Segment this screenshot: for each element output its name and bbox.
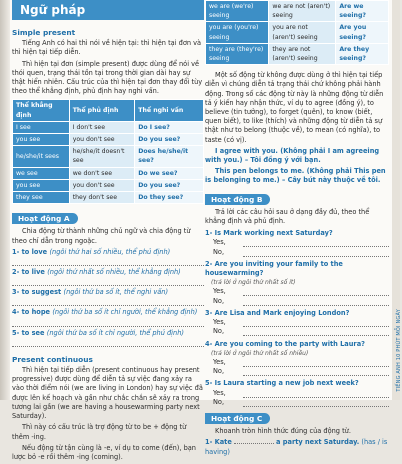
- answer-no: [205, 398, 389, 407]
- table-cell: Do you see?: [135, 179, 204, 191]
- intro-paragraph-1: Tiếng Anh có hai thì nói về hiện tại: thì hiện tại đơn và thì hiện tại tiếp diễn.: [12, 39, 202, 57]
- section-title: Ngữ pháp: [12, 0, 204, 20]
- answer-line[interactable]: [243, 318, 389, 327]
- no-label: No,: [213, 327, 225, 336]
- table-row: [13, 167, 204, 179]
- table-cell: you are (you're) seeing: [206, 22, 269, 43]
- no-label: No,: [213, 247, 225, 256]
- item-label: 2- to live: [12, 268, 45, 277]
- table-cell: they are not (aren't) seeing: [269, 43, 336, 64]
- answer-yes: [205, 389, 389, 398]
- intro-paragraph-2: Thì hiện tại đơn (simple present) được dùng để nói về thói quen, trạng thái tồn tại trong thời gian dài hay sự thật hiển nhiên. Cấu trúc của thì hiện tại đơn thay đổi tùy theo thể khẳng định, phủ định hay nghi vấn.: [12, 59, 203, 96]
- answer-line[interactable]: [234, 443, 274, 444]
- table-row: [13, 146, 204, 167]
- activity-b-question-4: [205, 340, 389, 377]
- activity-a-item-3: [12, 288, 204, 297]
- item-hint: (ngôi thứ nhất số nhiều, thể khẳng định): [47, 268, 181, 277]
- col-header-affirmative: Thể khẳng định: [13, 100, 70, 121]
- answer-line[interactable]: [243, 358, 389, 367]
- table-cell: I don't see: [69, 121, 135, 133]
- table-row: [206, 22, 389, 43]
- activity-b-question-3: [205, 309, 389, 337]
- answer-yes: [205, 358, 389, 367]
- question-text: 4- Are you coming to the party with Laura?: [205, 339, 365, 348]
- table-row: [13, 121, 204, 133]
- table-cell: he/she/it doesn't see: [69, 146, 135, 167]
- yes-label: Yes,: [213, 238, 226, 247]
- pc-paragraph-3: Nếu động từ tận cùng là -e, ví dụ to come (đến), bạn lược bỏ -e rồi thêm -ing (coming).: [12, 443, 196, 461]
- no-label: No,: [213, 296, 225, 305]
- example-2: This pen belongs to me. (Không phải This pen is belonging to me.) – Cây bút này thuộc về tôi.: [205, 167, 386, 185]
- activity-a-item-2: [12, 268, 204, 277]
- answer-line[interactable]: [243, 297, 389, 306]
- table-cell: they are (they're) seeing: [206, 43, 269, 64]
- answer-yes: [205, 238, 389, 247]
- item-hint: (ngôi thứ ba số ít chỉ người, thể phủ định): [46, 328, 184, 337]
- table-cell: you don't see: [69, 134, 135, 146]
- item-label: 3- to suggest: [12, 288, 62, 297]
- table-row: [206, 1, 389, 22]
- question-text: 2- Are you inviting your family to the housewarming?: [205, 259, 343, 278]
- question-hint: (trả lời ở ngôi thứ nhất số nhiều): [211, 349, 309, 357]
- table-cell: Do you see?: [135, 134, 204, 146]
- answer-no: [205, 297, 389, 306]
- answer-line[interactable]: [12, 338, 204, 347]
- table-cell: Do they see?: [135, 192, 204, 204]
- answer-line[interactable]: [243, 367, 389, 376]
- activity-c-item-1: [205, 438, 389, 456]
- activity-b-question-5: [205, 379, 389, 407]
- answer-line[interactable]: [243, 389, 389, 398]
- yes-label: Yes,: [213, 318, 226, 327]
- table-cell: you see: [13, 179, 70, 191]
- activity-b-instructions: Trả lời các câu hỏi sau ở dạng đầy đủ, theo thể khẳng định và phủ định.: [205, 207, 370, 226]
- answer-no: [205, 327, 389, 336]
- table-cell: we are not (aren't) seeing: [269, 1, 336, 22]
- table-row: [13, 179, 204, 191]
- answer-no: [205, 367, 389, 376]
- no-label: No,: [213, 367, 225, 376]
- right-column: [205, 0, 389, 457]
- book-edge-strip: [392, 0, 400, 400]
- table-cell: they don't see: [69, 192, 135, 204]
- no-label: No,: [213, 397, 225, 406]
- question-text: 1- Is Mark working next Saturday?: [205, 229, 333, 238]
- left-column: [12, 0, 204, 464]
- simple-present-table: [12, 99, 204, 204]
- activity-a-item-1: [12, 248, 204, 257]
- table-cell: Are you seeing?: [336, 22, 389, 43]
- table-cell: Do I see?: [135, 121, 204, 133]
- activity-a-item-4: [12, 308, 204, 317]
- table-cell: we see: [13, 167, 70, 179]
- answer-line[interactable]: [243, 327, 389, 336]
- present-continuous-heading: Present continuous: [12, 354, 93, 364]
- sidebar-book-title: TIẾNG ANH 10 PHÚT MỖI NGÀY: [396, 309, 402, 392]
- answer-line[interactable]: [12, 318, 204, 327]
- simple-present-heading: Simple present: [12, 28, 76, 37]
- item-label: 1- Kate: [205, 438, 232, 447]
- stative-verbs-paragraph: Một số động từ không được dùng ở thì hiện tại tiếp diễn vì chúng diễn tả trạng thái chứ không phải hành động. Trong số các động từ này là những động từ diễn tả ý kiến hay nhận thức, ví dụ to agree (đồng ý), to believe (tin tưởng), to forget (quên), to know (biết, quen biết), to like (thích) và những động từ diễn tả sự thật như to belong (thuộc về), to mean (có nghĩa), to taste (có vị).: [205, 71, 384, 144]
- answer-line[interactable]: [243, 248, 389, 257]
- question-hint: (trả lời ở ngôi thứ nhất số ít): [211, 279, 296, 287]
- table-cell: I see: [13, 121, 70, 133]
- table-row: [206, 43, 389, 64]
- answer-line[interactable]: [243, 287, 389, 296]
- activity-b-question-1: [205, 229, 389, 257]
- table-cell: they see: [13, 192, 70, 204]
- table-cell: he/she/it sees: [13, 146, 70, 167]
- answer-line[interactable]: [243, 398, 389, 407]
- col-header-question: Thể nghi vấn: [135, 100, 204, 121]
- answer-line[interactable]: [12, 257, 204, 266]
- table-cell: we are (we're) seeing: [206, 1, 269, 22]
- yes-label: Yes,: [213, 357, 226, 366]
- book-spine: [0, 0, 10, 400]
- table-cell: Do we see?: [135, 167, 204, 179]
- question-text: 3- Are Lisa and Mark enjoying London?: [205, 308, 350, 317]
- table-row: [13, 192, 204, 204]
- activity-b-title: Hoạt động B: [205, 194, 270, 205]
- item-options: (has / is having): [205, 438, 388, 456]
- pc-paragraph-2: Thì này có cấu trúc là trợ động từ to be + động từ thêm -ing.: [12, 423, 187, 441]
- table-cell: Does he/she/it see?: [135, 146, 204, 167]
- table-cell: you see: [13, 134, 70, 146]
- item-label: 5- to see: [12, 328, 45, 337]
- table-cell: Are they seeing?: [336, 43, 389, 64]
- table-cell: you are not (aren't) seeing: [269, 22, 336, 43]
- pc-paragraph-1: Thì hiện tại tiếp diễn (present continuous hay present progressive) được dùng để diễn tả sự việc đang xảy ra vào thời điểm nói (we are living in London) hay sự việc đã được lên kế hoạch và gần như chắc chắn sẽ xảy ra trong tương lai gần (we are having a housewarming party next Saturday).: [12, 366, 203, 421]
- answer-yes: [205, 318, 389, 327]
- answer-yes: [205, 287, 389, 296]
- activity-b-question-2: [205, 260, 389, 306]
- item-hint: (ngôi thứ ba số ít chỉ người, thể khẳng định): [52, 308, 198, 317]
- item-hint: (ngôi thứ ba số ít, thể nghi vấn): [63, 288, 169, 297]
- question-text: 5- Is Laura starting a new job next week?: [205, 379, 359, 388]
- activity-c-instructions: Khoanh tròn hình thức đúng của động từ.: [215, 427, 351, 436]
- activity-a-item-5: [12, 329, 204, 338]
- item-hint: (ngôi thứ hai số nhiều, thể phủ định): [49, 247, 171, 256]
- answer-line[interactable]: [12, 277, 204, 286]
- activity-a-instructions: Chia động từ thành những chủ ngữ và chia động từ theo chỉ dẫn trong ngoặc.: [12, 227, 191, 245]
- table-cell: we don't see: [69, 167, 135, 179]
- answer-no: [205, 248, 389, 257]
- item-label: 4- to hope: [12, 308, 51, 317]
- yes-label: Yes,: [213, 388, 226, 397]
- answer-line[interactable]: [243, 238, 389, 247]
- col-header-negative: Thể phủ định: [69, 100, 135, 121]
- present-continuous-table: [205, 0, 389, 65]
- item-label: 1- to love: [12, 247, 48, 256]
- answer-line[interactable]: [12, 297, 204, 306]
- activity-c-title: Hoạt động C: [205, 413, 270, 424]
- table-cell: Are we seeing?: [336, 1, 389, 22]
- item-text: a party next Saturday.: [276, 438, 360, 447]
- activity-a-title: Hoạt động A: [12, 213, 78, 224]
- table-cell: you don't see: [69, 179, 135, 191]
- table-row: [13, 134, 204, 146]
- yes-label: Yes,: [213, 287, 226, 296]
- example-1: I agree with you. (Không phải I am agreeing with you.) – Tôi đồng ý với bạn.: [205, 146, 380, 165]
